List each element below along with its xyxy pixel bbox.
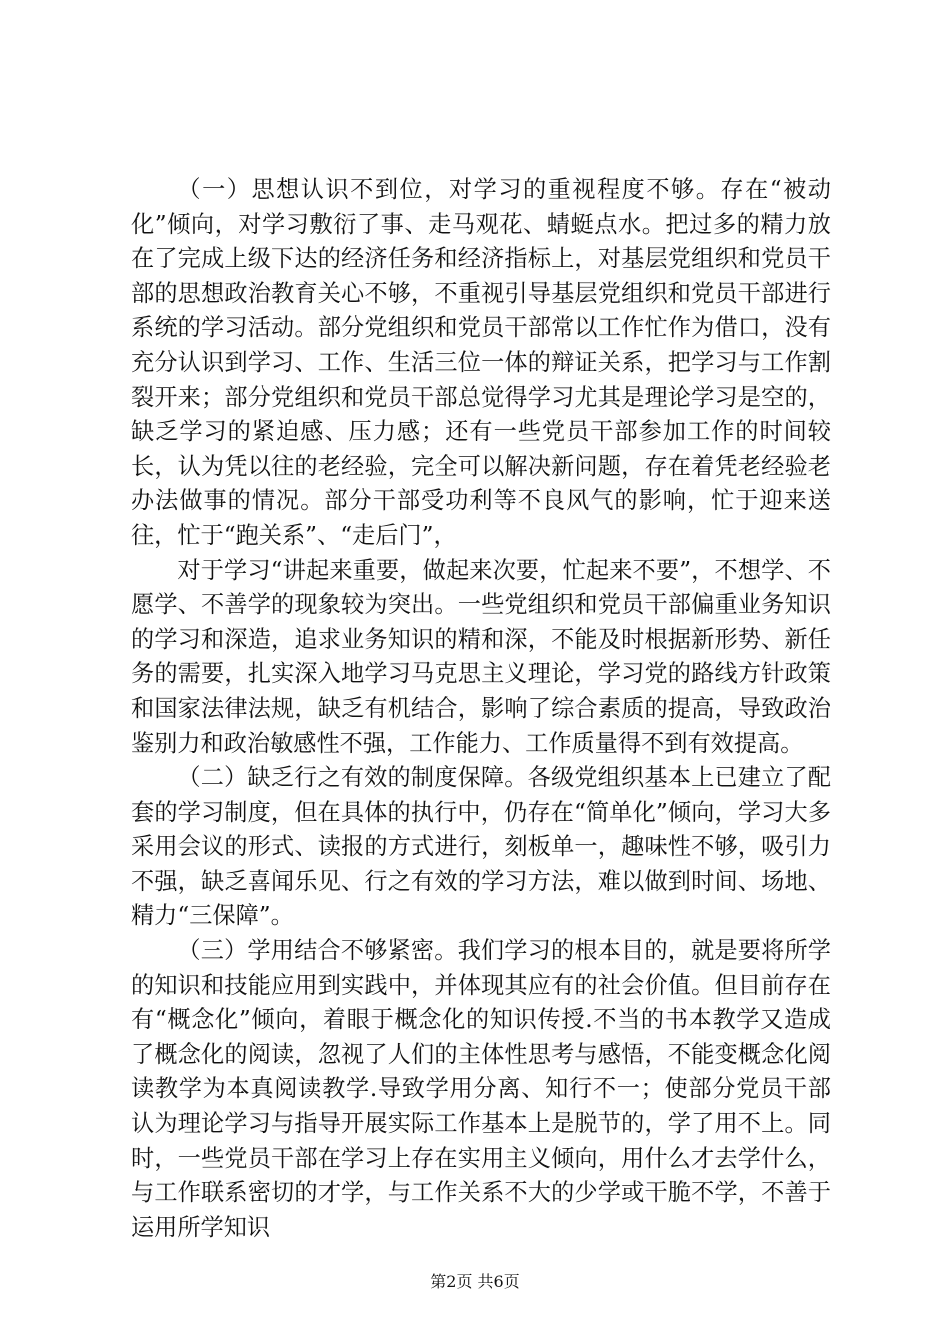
document-body xyxy=(131,173,831,1245)
page-footer: 第2页 共6页 xyxy=(430,1272,520,1291)
paragraph-2: 对于学习“讲起来重要，做起来次要，忙起来不要”，不想学、不愿学、不善学的现象较为突出。一些党组织和党员干部偏重业务知识的学习和深造，追求业务知识的精和深，不能及时根据新形势、新任务的需要，扎实深入地学习马克思主义理论，学习党的路线方针政策和国家法律法规，缺乏有机结合，影响了综合素质的提高，导致政治鉴别力和政治敏感性不强，工作能力、工作质量得不到有效提高。 xyxy=(131,556,831,757)
paragraph-4: （三）学用结合不够紧密。我们学习的根本目的，就是要将所学的知识和技能应用到实践中，并体现其应有的社会价值。但目前存在有“概念化”倾向，着眼于概念化的知识传授.不当的书本教学又造成了概念化的阅读，忽视了人们的主体性思考与感悟，不能变概念化阅读教学为本真阅读教学.导致学用分离、知行不一；使部分党员干部认为理论学习与指导开展实际工作基本上是脱节的，学了用不上。同时，一些党员干部在学习上存在实用主义倾向，用什么才去学什么，与工作联系密切的才学，与工作关系不大的少学或干脆不学，不善于运用所学知识 xyxy=(131,937,831,1241)
paragraph-3: （二）缺乏行之有效的制度保障。各级党组织基本上已建立了配套的学习制度，但在具体的执行中，仍存在“简单化”倾向，学习大多采用会议的形式、读报的方式进行，刻板单一，趣味性不够，吸引力不强，缺乏喜闻乐见、行之有效的学习方法，难以做到时间、场地、精力“三保障”。 xyxy=(131,764,831,930)
paragraph-1: （一）思想认识不到位，对学习的重视程度不够。存在“被动化”倾向，对学习敷衍了事、走马观花、蜻蜓点水。把过多的精力放在了完成上级下达的经济任务和经济指标上，对基层党组织和党员干部的思想政治教育关心不够，不重视引导基层党组织和党员干部进行系统的学习活动。部分党组织和党员干部常以工作忙作为借口，没有充分认识到学习、工作、生活三位一体的辩证关系，把学习与工作割裂开来；部分党组织和党员干部总觉得学习尤其是理论学习是空的，缺乏学习的紧迫感、压力感；还有一些党员干部参加工作的时间较长，认为凭以往的老经验，完全可以解决新问题，存在着凭老经验老办法做事的情况。部分干部受功利等不良风气的影响，忙于迎来送往，忙于“跑关系”、“走后门”， xyxy=(131,176,831,549)
